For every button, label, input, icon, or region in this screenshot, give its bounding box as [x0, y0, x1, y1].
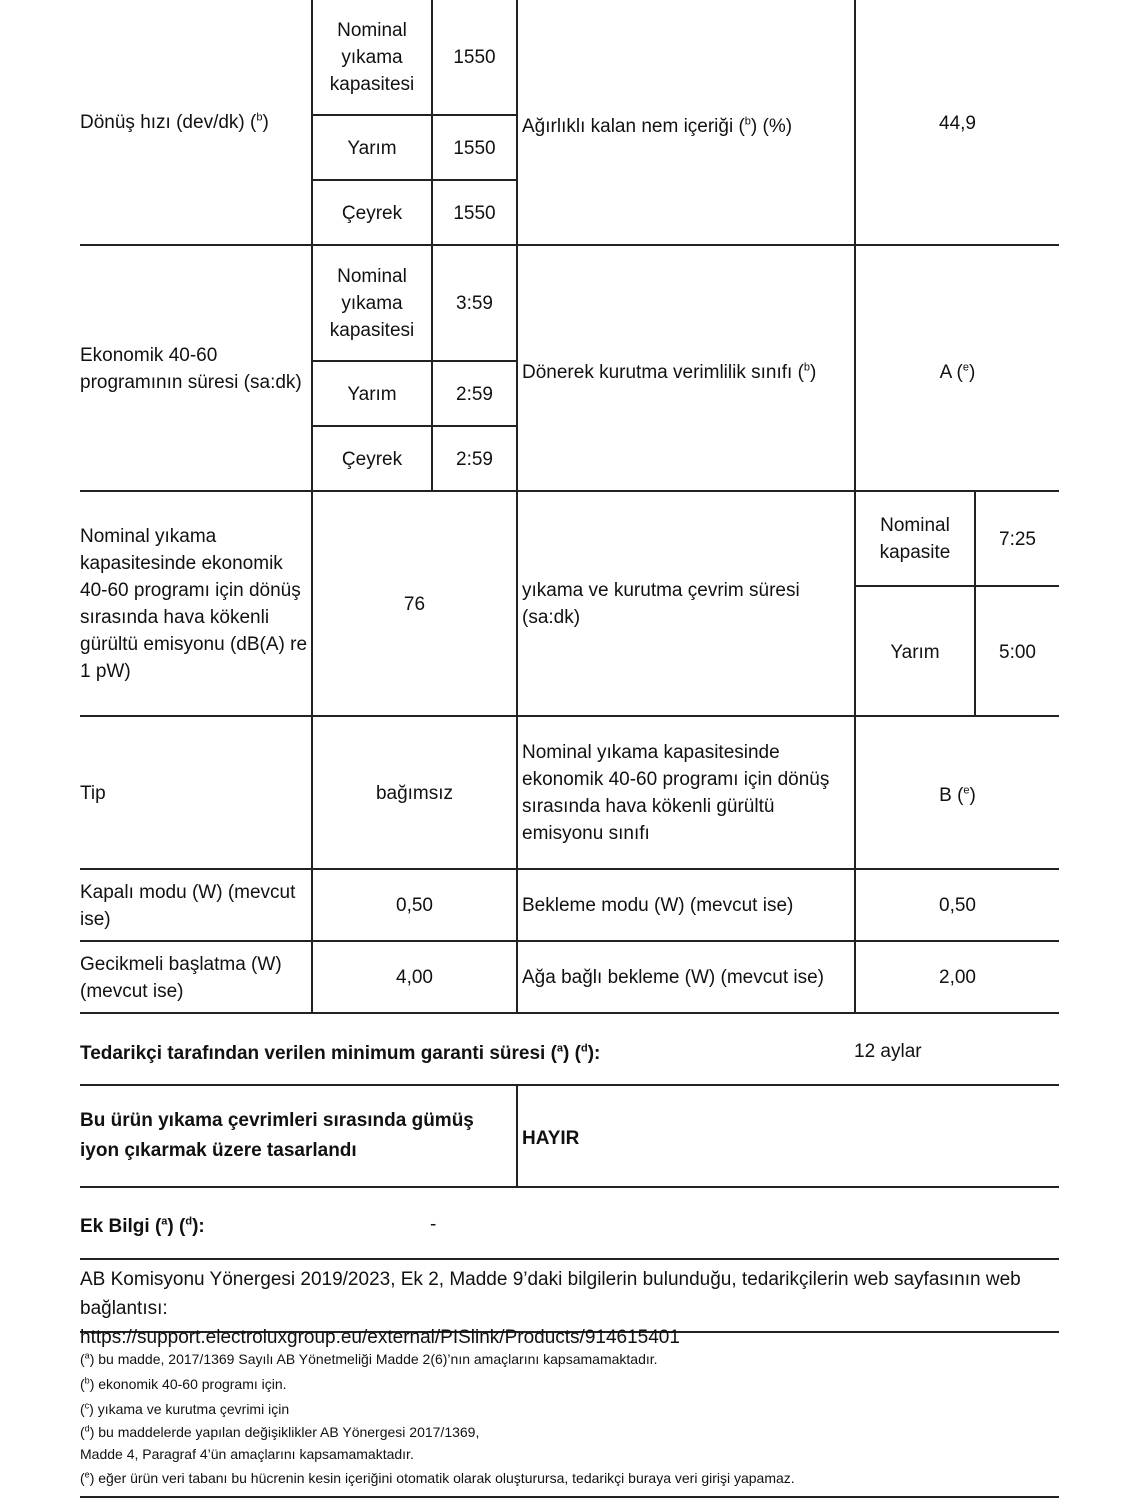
spin-dry-class-value: A ($^e$)	[939, 361, 976, 383]
spin-speed-label: Dönüş hızı (dev/dk) ($^b$)	[80, 111, 269, 133]
web-link-intro: AB Komisyonu Yönergesi 2019/2023, Ek 2, Madde 9’daki bilgilerin bulunduğu, tedarikçilerin web sayfasının web bağlantısı:	[80, 1269, 1021, 1319]
noise-label: Nominal yıkama kapasitesinde ekonomik 40-60 programı için dönüş sırasında hava kökenli gürültü emisyonu (dB(A) re 1 pW)	[80, 526, 308, 682]
footnote-e: ($^e$) eğer ürün veri tabanı bu hücrenin kesin içeriğini otomatik olarak oluşturursa, tedarikçi buraya veri girişi yapamaz.	[80, 1469, 795, 1486]
off-mode-label: Kapalı modu (W) (mevcut ise)	[80, 881, 296, 930]
delay-start-label: Gecikmeli başlatma (W) (mevcut ise)	[80, 953, 282, 1002]
off-mode-value: 0,50	[396, 895, 433, 916]
eco-nominal-value: 3:59	[456, 293, 493, 314]
network-standby-label: Ağa bağlı bekleme (W) (mevcut ise)	[522, 967, 824, 988]
web-link-text	[80, 1265, 1059, 1348]
noise-class-value: B ($^e$)	[939, 784, 976, 806]
silver-ion-label: Bu ürün yıkama çevrimleri sırasında gümüş iyon çıkarmak üzere tasarlandı	[80, 1110, 474, 1161]
type-label: Tip	[80, 782, 106, 804]
delay-start-value: 4,00	[396, 967, 433, 988]
spin-nominal-value: 1550	[453, 47, 496, 68]
eco-half-label: Yarım	[347, 383, 397, 405]
silver-ion-value: HAYIR	[522, 1127, 580, 1149]
spin-half-label: Yarım	[347, 137, 397, 159]
eco-quarter-label: Çeyrek	[341, 448, 403, 470]
footnote-d-cont: Madde 4, Paragraf 4’ün amaçlarını kapsamamaktadır.	[80, 1446, 414, 1462]
extra-info-value: -	[430, 1213, 437, 1235]
network-standby-value: 2,00	[939, 967, 976, 988]
footnote-a: ($^a$) bu madde, 2017/1369 Sayılı AB Yönetmeliği Madde 2(6)’nın amaçlarını kapsamamaktadır.	[80, 1350, 658, 1367]
spin-half-value: 1550	[453, 137, 496, 159]
web-link-url[interactable]: https://support.electroluxgroup.eu/external/PISlink/Products/914615401	[80, 1327, 680, 1348]
noise-class-label: Nominal yıkama kapasitesinde ekonomik 40-60 programı için dönüş sırasında hava kökenli gürültü emisyonu sınıfı	[522, 742, 830, 844]
type-value: bağımsız	[375, 782, 454, 804]
footnote-c: ($^c$) yıkama ve kurutma çevrimi için	[80, 1400, 290, 1417]
standby-value: 0,50	[939, 895, 976, 916]
extra-info-label: Ek Bilgi ($^a$) ($^d$):	[80, 1215, 205, 1237]
spin-dry-class-label: Dönerek kurutma verimlilik sınıfı ($^b$)	[522, 361, 817, 383]
moisture-label: Ağırlıklı kalan nem içeriği ($^b$) (%)	[522, 115, 793, 137]
wash-dry-cycle-label: yıkama ve kurutma çevrim süresi (sa:dk)	[522, 580, 800, 628]
eco-nominal-label: Nominal yıkama kapasitesi	[329, 266, 415, 341]
moisture-value: 44,9	[939, 113, 976, 134]
wash-dry-half-value: 5:00	[999, 641, 1036, 663]
spin-quarter-value: 1550	[453, 202, 496, 224]
noise-value: 76	[403, 593, 426, 615]
standby-label: Bekleme modu (W) (mevcut ise)	[522, 895, 794, 916]
eco-duration-label: Ekonomik 40-60 programının süresi (sa:dk)	[80, 344, 302, 393]
wash-dry-half-label: Yarım	[890, 641, 940, 663]
spin-nominal-label: Nominal yıkama kapasitesi	[329, 20, 415, 95]
spin-quarter-label: Çeyrek	[341, 202, 403, 224]
wash-dry-nominal-value: 7:25	[999, 528, 1036, 550]
warranty-value: 12 aylar	[854, 1040, 922, 1062]
footnote-b: ($^b$) ekonomik 40-60 programı için.	[80, 1375, 287, 1392]
eco-half-value: 2:59	[456, 383, 493, 405]
footnote-d: ($^d$) bu maddelerde yapılan değişiklikler AB Yönergesi 2017/1369,	[80, 1423, 480, 1440]
eco-quarter-value: 2:59	[456, 448, 493, 470]
wash-dry-nominal-label: Nominal kapasite	[879, 515, 951, 563]
warranty-label: Tedarikçi tarafından verilen minimum garanti süresi ($^a$) ($^d$):	[80, 1042, 601, 1064]
